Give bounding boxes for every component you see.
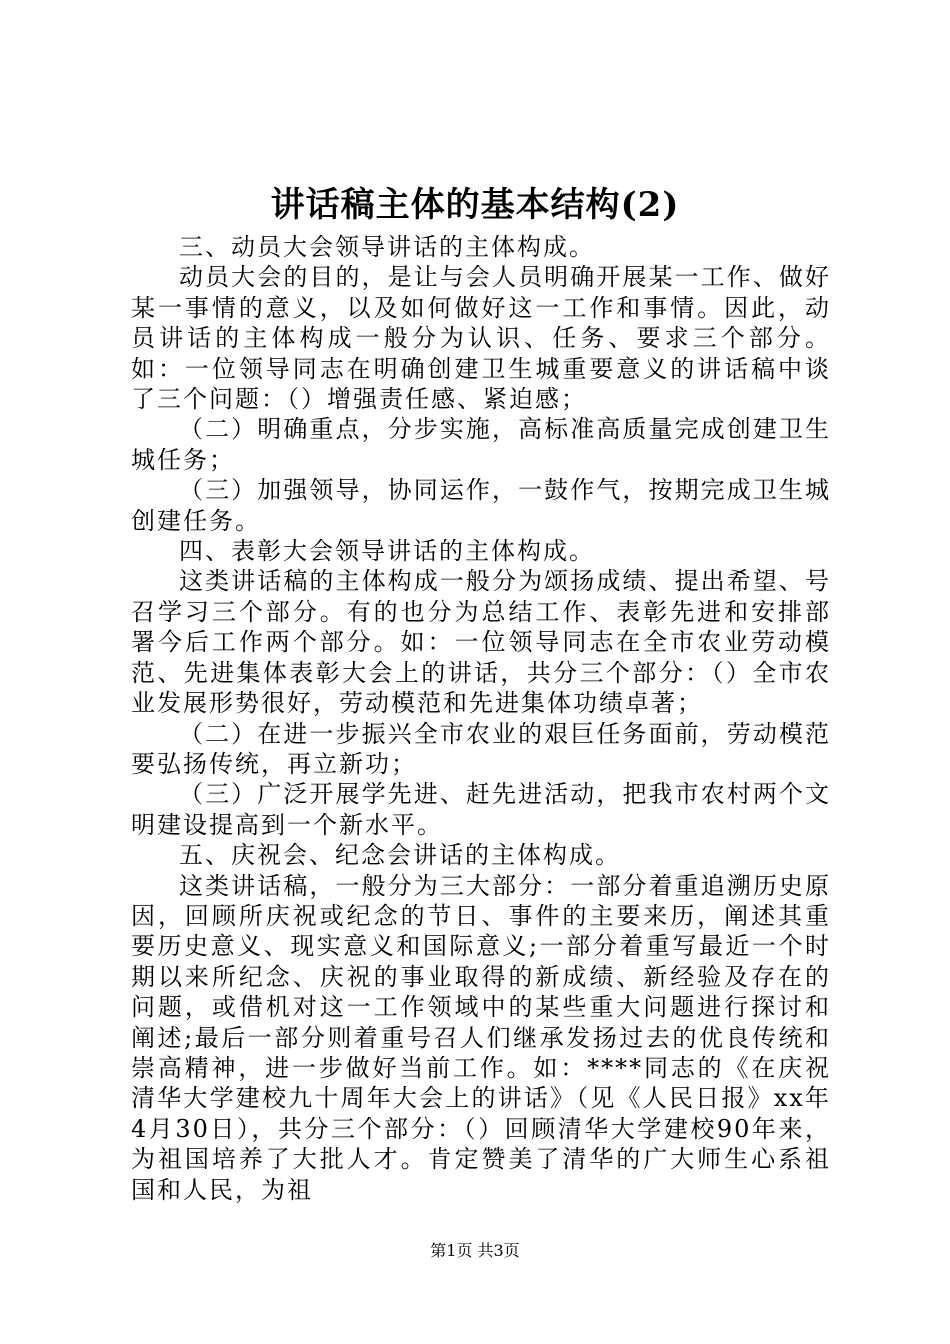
page-title: 讲话稿主体的基本结构(2): [270, 185, 680, 225]
paragraph: 动员大会的目的，是让与会人员明确开展某一工作、做好某一事情的意义，以及如何做好这一工作和事情。因此，动员讲话的主体构成一般分为认识、任务、要求三个部分。如：一位领导同志在明确创建卫生城重要意义的讲话稿中谈了三个问题：（）增强责任感、紧迫感；: [131, 263, 831, 414]
document-body: [131, 232, 831, 1205]
paragraph: 这类讲话稿的主体构成一般分为颂扬成绩、提出希望、号召学习三个部分。有的也分为总结工作、表彰先进和安排部署今后工作两个部分。如：一位领导同志在全市农业劳动模范、先进集体表彰大会上的讲话，共分三个部分：（）全市农业发展形势很好，劳动模范和先进集体功绩卓著；: [131, 567, 831, 718]
paragraph: （二）在进一步振兴全市农业的艰巨任务面前，劳动模范要弘扬传统，再立新功；: [131, 719, 831, 778]
paragraph: （三）加强领导，协同运作，一鼓作气，按期完成卫生城创建任务。: [131, 476, 831, 535]
paragraph: （二）明确重点，分步实施，高标准高质量完成创建卫生城任务；: [131, 415, 831, 474]
page-footer: 第1页 共3页: [430, 1241, 520, 1260]
section-heading-4: 四、表彰大会领导讲话的主体构成。: [179, 537, 595, 566]
paragraph: （三）广泛开展学先进、赶先进活动，把我市农村两个文明建设提高到一个新水平。: [131, 780, 831, 839]
paragraph: 这类讲话稿，一般分为三大部分：一部分着重追溯历史原因，回顾所庆祝或纪念的节日、事件的主要来历，阐述其重要历史意义、现实意义和国际意义;一部分着重写最近一个时期以来所纪念、庆祝的事业取得的新成绩、新经验及存在的问题，或借机对这一工作领域中的某些重大问题进行探讨和阐述;最后一部分则着重号召人们继承发扬过去的优良传统和崇高精神，进一步做好当前工作。如：****同志的《在庆祝清华大学建校九十周年大会上的讲话》（见《人民日报》xx年4月30日），共分三个部分：（）回顾清华大学建校90年来，为祖国培养了大批人才。肯定赞美了清华的广大师生心系祖国和人民，为祖: [131, 871, 831, 1204]
section-heading-3: 三、动员大会领导讲话的主体构成。: [179, 233, 595, 261]
section-heading-5: 五、庆祝会、纪念会讲话的主体构成。: [179, 841, 621, 870]
